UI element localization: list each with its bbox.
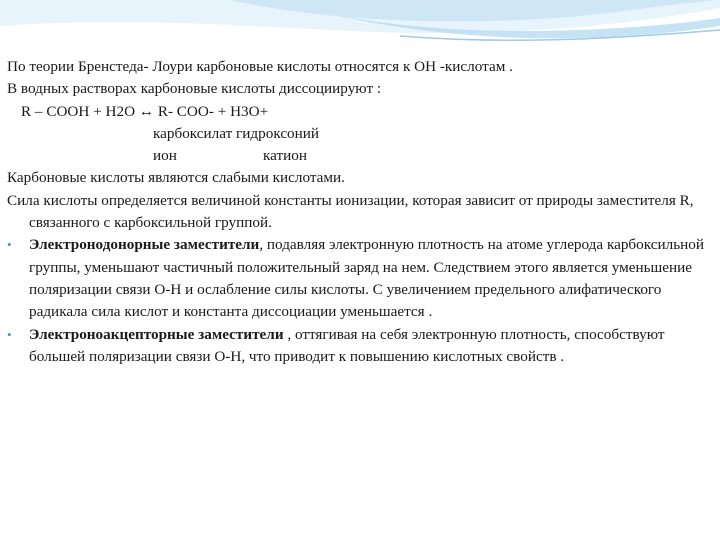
bullet-electron-acceptor	[7, 324, 715, 369]
label-hydroxonium: гидроксоний	[236, 124, 320, 142]
bullet-icon: •	[7, 237, 12, 253]
label-ion: ион	[153, 147, 177, 165]
paragraph-acid-strength: Сила кислоты определяется величиной константы ионизации, которая зависит от природы заместителя R, связанного с карбоксильной группой.	[7, 191, 694, 232]
header-wave-decoration	[0, 0, 720, 60]
paragraph-bronsted-lowry: По теории Бренстеда- Лоури карбоновые кислоты относятся к ОН -кислотам .	[7, 58, 513, 75]
paragraph-weak-acids: Карбоновые кислоты являются слабыми кислотами.	[7, 169, 345, 187]
label-carboxylate: карбоксилат	[153, 124, 233, 142]
slide-text	[7, 56, 715, 368]
bullet-title: Электронодонорные заместители	[29, 236, 260, 254]
bullet-title: Электроноакцепторные заместители	[29, 325, 284, 343]
bullet-electron-donor	[7, 234, 715, 323]
label-cation: катион	[263, 147, 307, 165]
bullet-text: , оттягивая на себя электронную плотность, способствуют большей поляризации связи О-Н, что приводит к повышению кислотных свойств .	[29, 325, 665, 365]
dissociation-equation: R – COOH + H2O ↔ R- COO- + H3O+	[21, 102, 269, 120]
paragraph-dissociation: В водных растворах карбоновые кислоты диссоциируют :	[7, 80, 382, 98]
bullet-icon: •	[7, 326, 12, 342]
bullet-text: , подавляя электронную плотность на атоме углерода карбоксильной группы, уменьшают частичный положительный заряд на нем. Следствием этого является уменьшение поляризации связи О-Н и ослабление силы кислоты. С увеличением предельного алифатического радикала сила кислот и константа диссоциации уменьшается .	[29, 236, 704, 321]
ion-labels-row-1	[7, 123, 715, 145]
ion-labels-row-2	[7, 145, 715, 167]
